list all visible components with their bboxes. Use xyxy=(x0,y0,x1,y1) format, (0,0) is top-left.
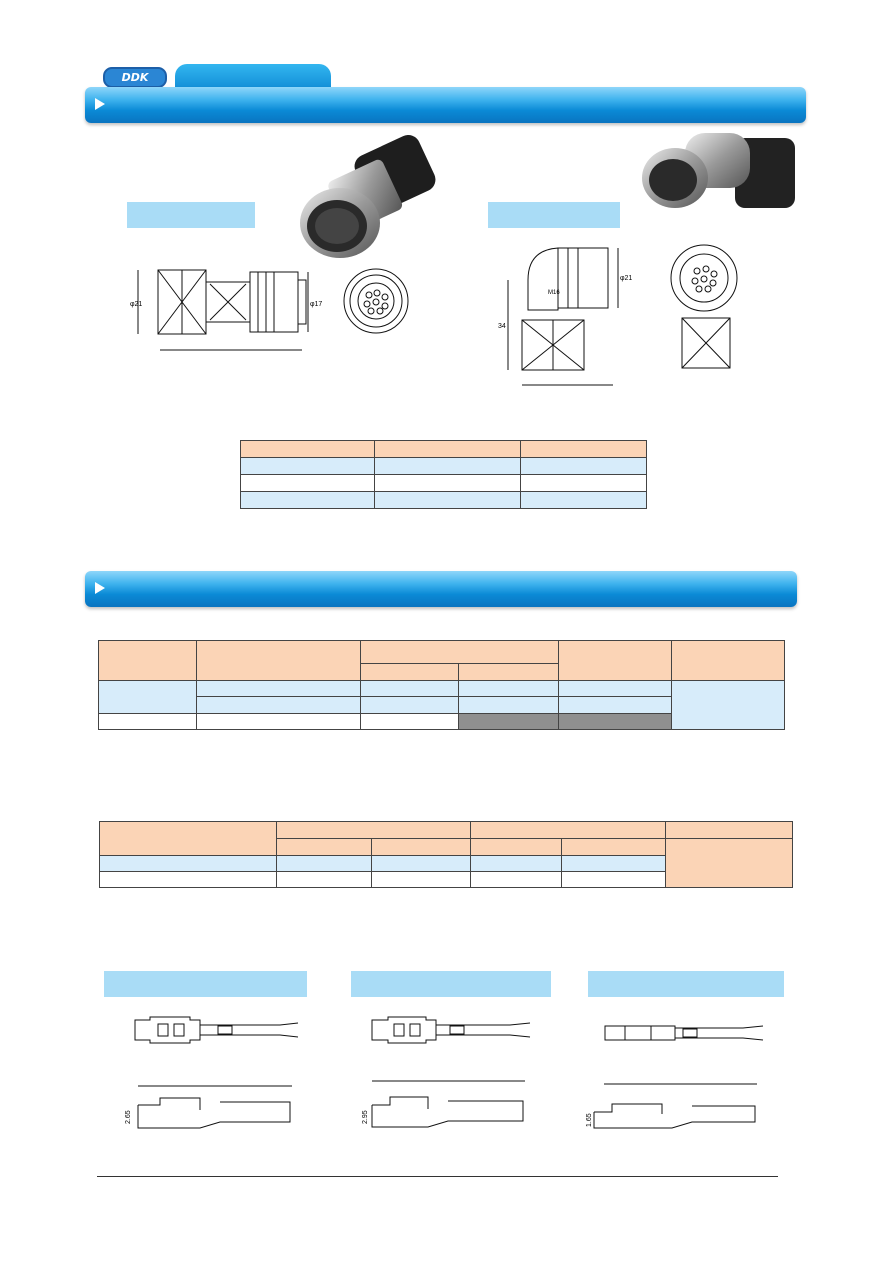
table-header-cell xyxy=(100,822,277,856)
play-arrow-icon xyxy=(95,98,105,110)
spec-table-2 xyxy=(98,640,785,730)
table-header-cell xyxy=(360,641,559,664)
label-box-contact-1 xyxy=(104,971,307,997)
brand-logo: DDK xyxy=(103,67,167,88)
label-box-contact-3 xyxy=(588,971,784,997)
straight-connector-drawing xyxy=(130,262,335,357)
table-row xyxy=(241,458,647,475)
dim-size-b: 34 xyxy=(498,323,506,330)
table-row xyxy=(99,680,785,696)
header-tab xyxy=(175,64,331,88)
contact-1-side-drawing xyxy=(120,1080,300,1140)
label-box-angle xyxy=(488,202,620,228)
table-header-cell xyxy=(559,641,672,681)
label-box-contact-2 xyxy=(351,971,551,997)
contact-2-side-drawing xyxy=(358,1075,533,1135)
table-header-cell xyxy=(99,641,197,681)
straight-connector-face-drawing xyxy=(343,268,411,336)
crimp-dim-1: 2.65 xyxy=(125,1110,132,1124)
play-arrow-icon xyxy=(95,582,105,594)
angle-connector-drawing xyxy=(498,240,658,390)
dim-size-a: M16 xyxy=(548,290,560,296)
table-row xyxy=(241,492,647,509)
section-header-bar xyxy=(85,571,797,607)
straight-connector-photo xyxy=(295,128,450,263)
contact-3-top-drawing xyxy=(603,1020,768,1048)
label-box-straight xyxy=(127,202,255,228)
dim-dia-right: φ17 xyxy=(310,301,323,308)
spec-table-3 xyxy=(99,821,793,888)
contact-1-top-drawing xyxy=(130,1015,300,1050)
table-header-cell xyxy=(666,822,793,839)
table-cell xyxy=(241,441,375,458)
dim-dia-left: φ21 xyxy=(130,301,143,308)
table-header-cell xyxy=(672,641,785,681)
crimp-dim-3: 1.65 xyxy=(586,1113,593,1127)
table-cell xyxy=(521,441,647,458)
table-cell xyxy=(375,441,521,458)
table-header-cell xyxy=(277,822,470,839)
table-row xyxy=(241,475,647,492)
angle-connector-photo xyxy=(640,118,805,223)
crimp-dim-2: 2.95 xyxy=(362,1110,369,1124)
dim-angle-dia: φ21 xyxy=(620,275,633,282)
footer-rule xyxy=(97,1176,778,1177)
spec-table-1 xyxy=(240,440,647,509)
table-header-cell xyxy=(196,641,360,681)
contact-2-top-drawing xyxy=(370,1015,535,1050)
contact-3-side-drawing xyxy=(582,1078,762,1133)
table-header-cell xyxy=(470,822,665,839)
angle-connector-face-drawing xyxy=(668,243,748,373)
